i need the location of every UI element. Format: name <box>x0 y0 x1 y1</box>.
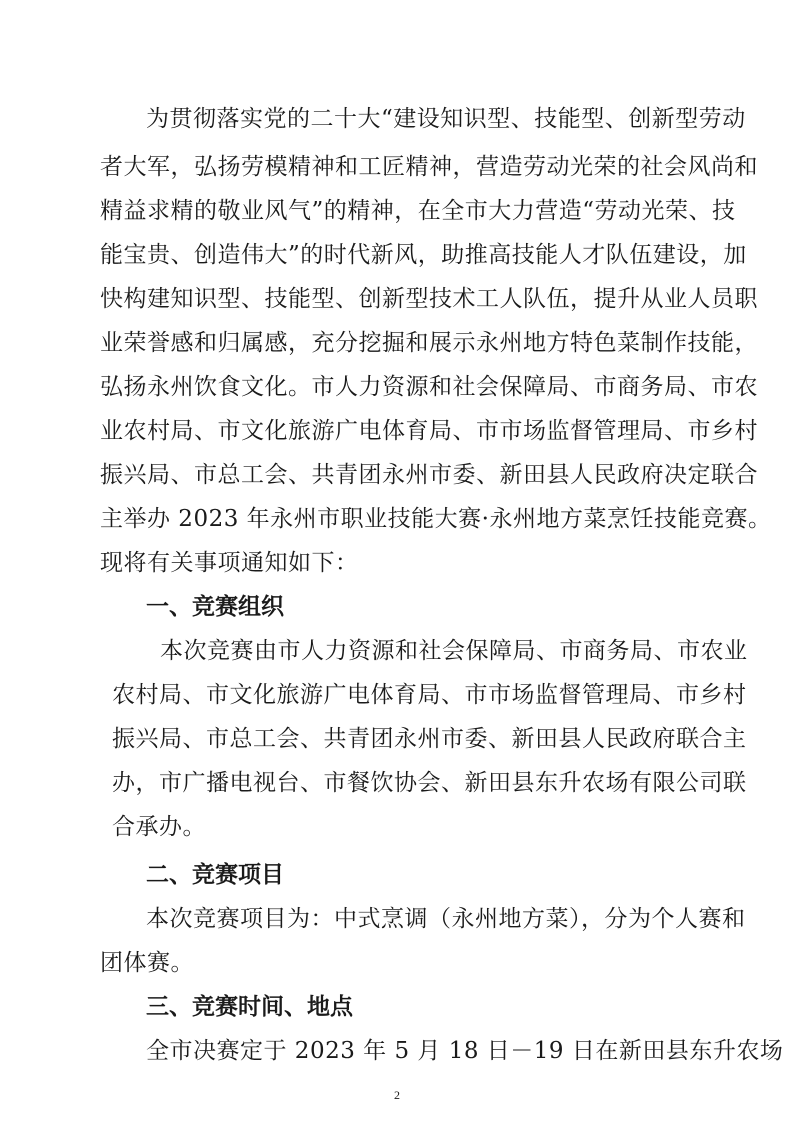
text-line: 弘扬永州饮食文化。市人力资源和社会保障局、市商务局、市农 <box>100 374 758 400</box>
text-line: 业荣誉感和归属感，充分挖掘和展示永州地方特色菜制作技能， <box>100 330 758 356</box>
text-line: 能宝贵、创造伟大”的时代新风，助推高技能人才队伍建设，加 <box>100 242 747 268</box>
text-line: 振兴局、市总工会、共青团永州市委、新田县人民政府联合主 <box>112 726 747 752</box>
section-heading-organization: 一、竞赛组织 <box>146 594 284 620</box>
text-line: 者大军，弘扬劳模精神和工匠精神，营造劳动光荣的社会风尚和 <box>100 154 758 180</box>
text-line: 合承办。 <box>112 814 206 840</box>
text-line: 精益求精的敬业风气”的精神，在全市大力营造“劳动光荣、技 <box>100 198 736 224</box>
text-line: 全市决赛定于 2023 年 5 月 18 日－19 日在新田县东升农场 <box>146 1038 784 1064</box>
text-line: 办，市广播电视台、市餐饮协会、新田县东升农场有限公司联 <box>112 770 747 796</box>
text-line: 主举办 2023 年永州市职业技能大赛·永州地方菜烹饪技能竞赛。 <box>100 506 772 532</box>
page-number: 2 <box>394 1088 400 1102</box>
text-line: 本次竞赛由市人力资源和社会保障局、市商务局、市农业 <box>160 638 748 664</box>
text-line: 本次竞赛项目为：中式烹调（永州地方菜），分为个人赛和 <box>146 906 746 932</box>
section-heading-project: 二、竞赛项目 <box>146 862 284 888</box>
section-heading-time-location: 三、竞赛时间、地点 <box>146 994 353 1020</box>
text-line: 团体赛。 <box>100 950 194 976</box>
text-line: 业农村局、市文化旅游广电体育局、市市场监督管理局、市乡村 <box>100 418 758 444</box>
text-line: 现将有关事项通知如下： <box>100 550 359 576</box>
text-line: 快构建知识型、技能型、创新型技术工人队伍，提升从业人员职 <box>100 286 758 312</box>
text-line: 为贯彻落实党的二十大“建设知识型、技能型、创新型劳动 <box>146 106 746 132</box>
text-line: 振兴局、市总工会、共青团永州市委、新田县人民政府决定联合 <box>100 462 758 488</box>
text-line: 农村局、市文化旅游广电体育局、市市场监督管理局、市乡村 <box>112 682 747 708</box>
